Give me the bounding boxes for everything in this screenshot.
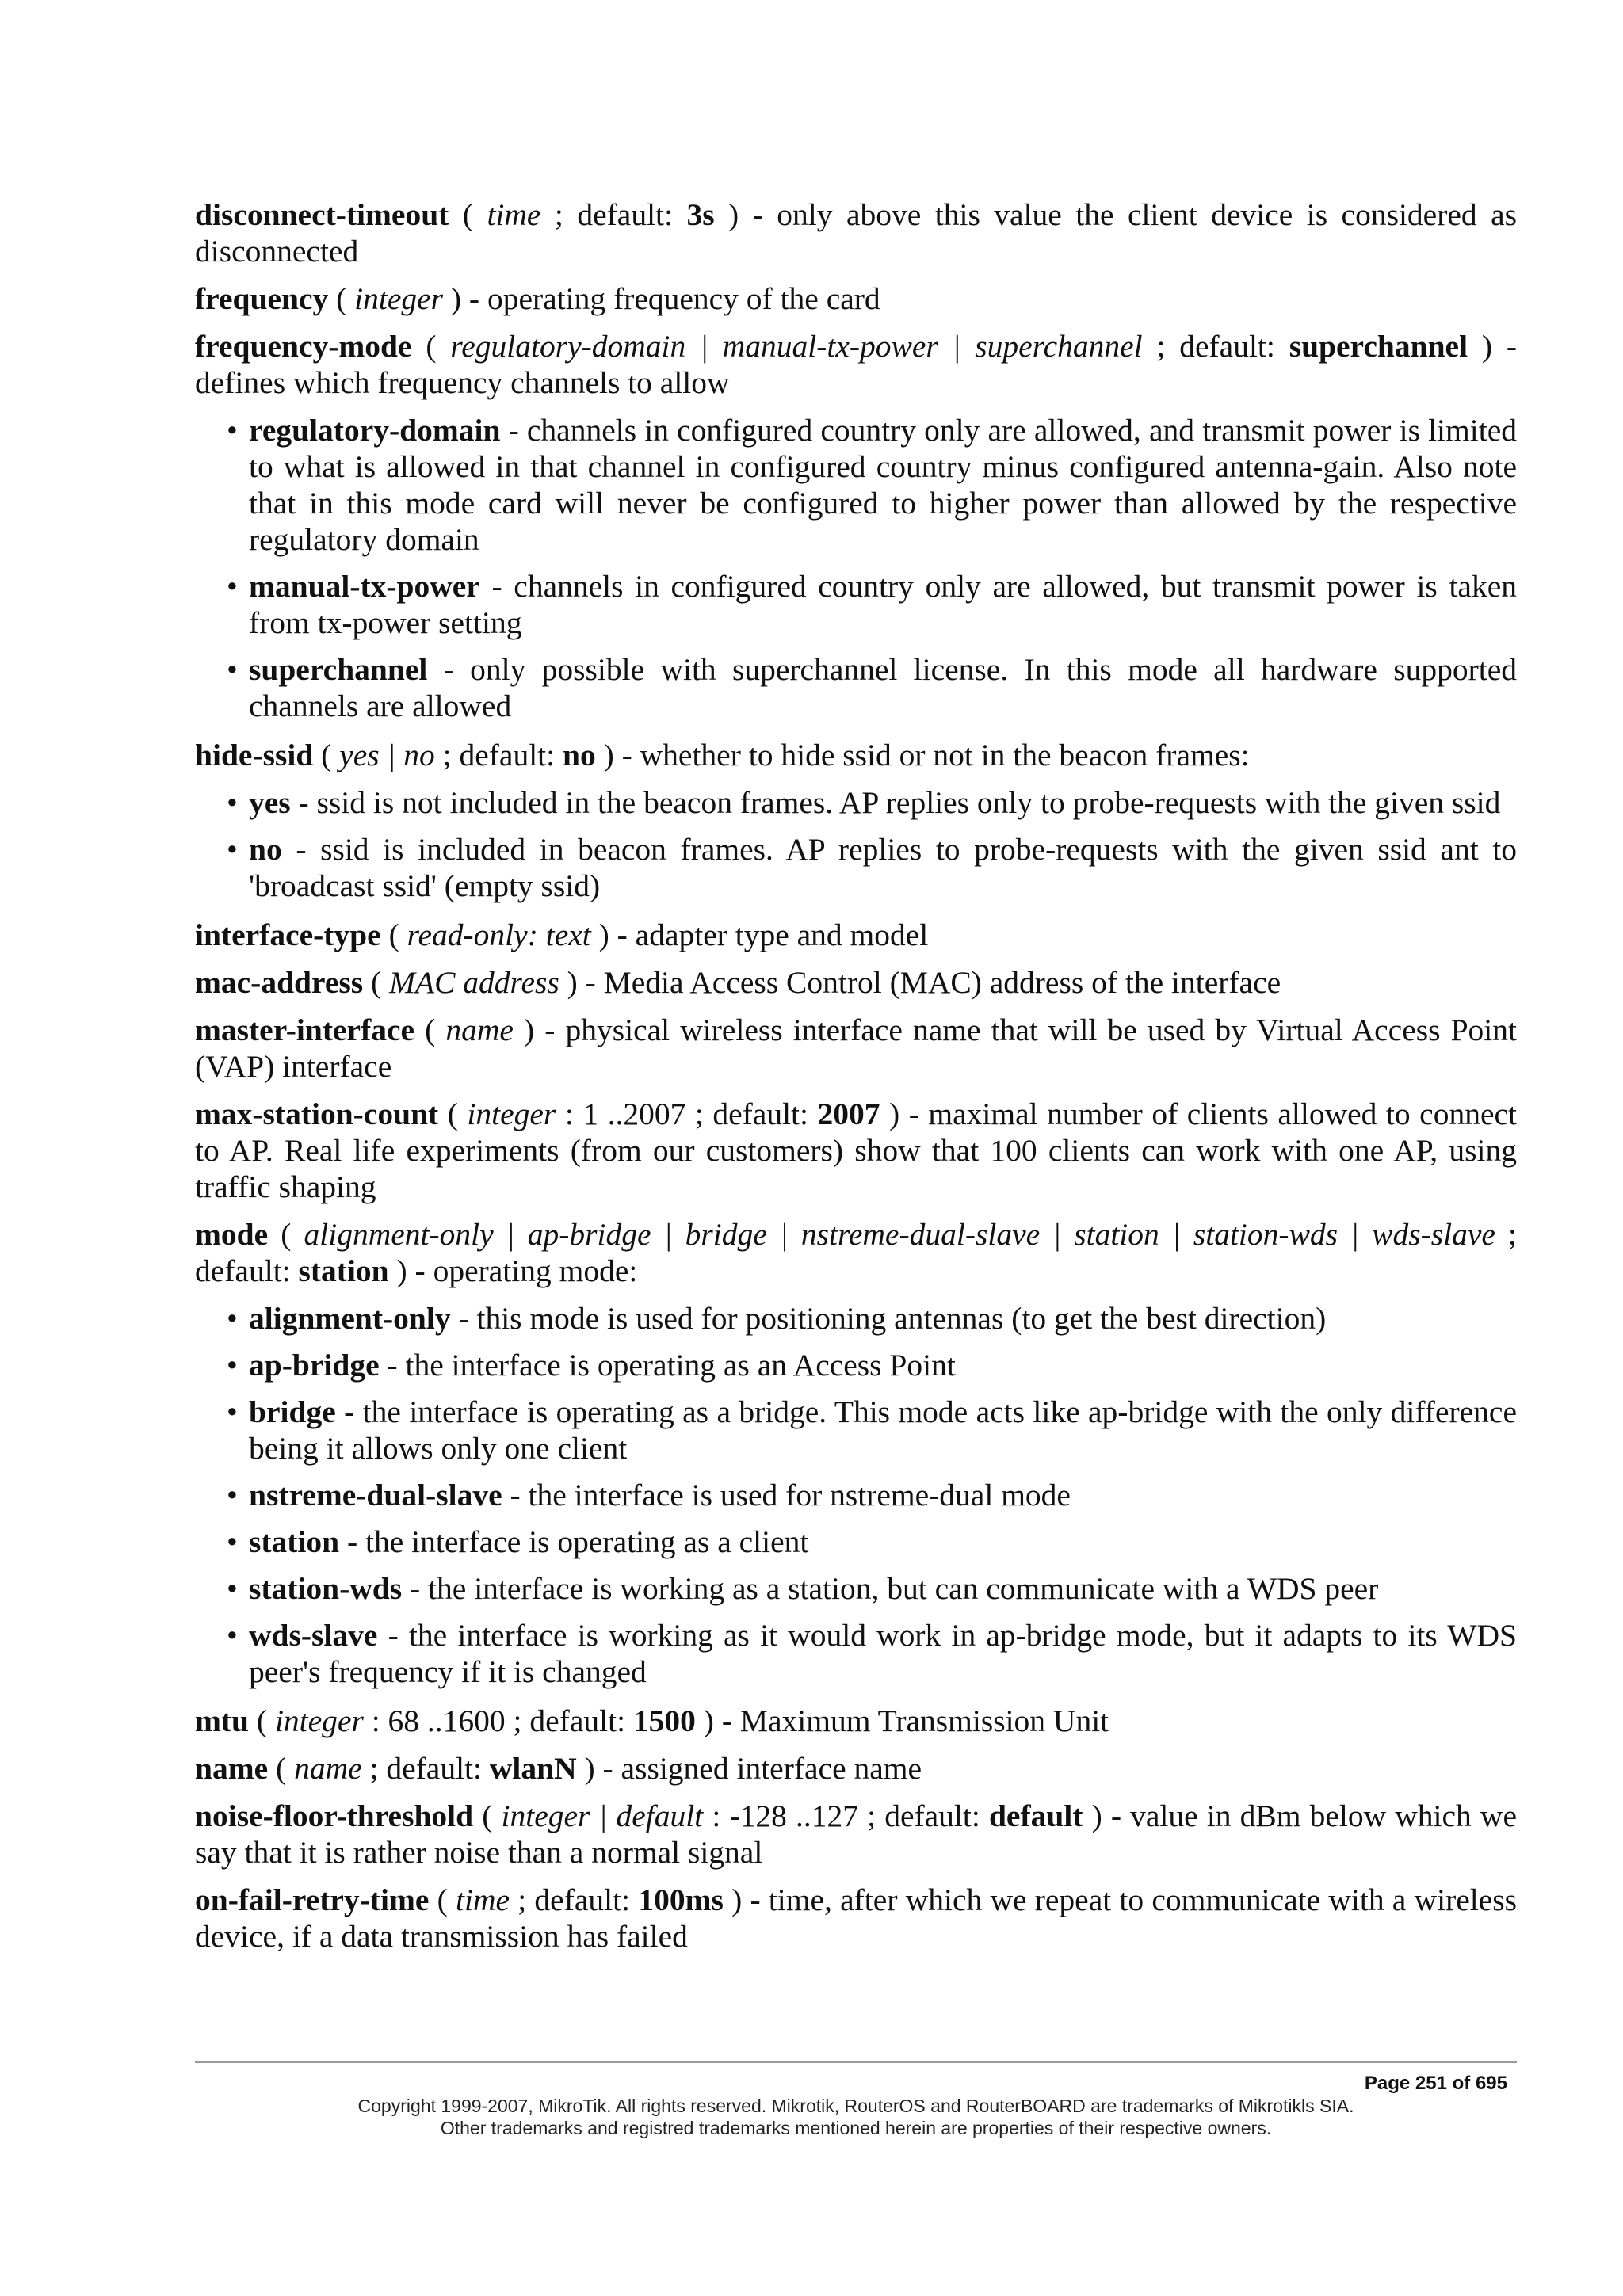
property-entry bbox=[195, 1216, 1517, 1289]
property-name: noise-floor-threshold bbox=[195, 1798, 474, 1833]
description-text: - the interface is operating as an Access Point bbox=[379, 1348, 956, 1383]
property-type: integer bbox=[274, 1703, 364, 1738]
description-text: - the interface is used for nstreme-dual mode bbox=[502, 1478, 1071, 1512]
bold-value: wds-slave bbox=[249, 1618, 378, 1653]
description-text: ; default: bbox=[1142, 329, 1289, 364]
bullet-icon: • bbox=[227, 569, 238, 604]
bold-value: regulatory-domain bbox=[249, 413, 501, 448]
description-text: ) - adapter type and model bbox=[590, 917, 929, 952]
property-entry bbox=[195, 328, 1517, 401]
bold-value: 3s bbox=[686, 197, 715, 232]
bold-value: bridge bbox=[249, 1394, 336, 1429]
description-text: ( bbox=[313, 738, 340, 772]
description-text: ; default: bbox=[361, 1751, 490, 1786]
property-entry bbox=[195, 1750, 1517, 1787]
property-name: max-station-count bbox=[195, 1097, 439, 1131]
value-option-item bbox=[227, 1394, 1517, 1466]
bold-value: ap-bridge bbox=[249, 1348, 380, 1383]
description-text: ) - operating frequency of the card bbox=[443, 281, 880, 316]
bullet-icon: • bbox=[227, 1571, 238, 1606]
bullet-icon: • bbox=[227, 1478, 238, 1512]
property-type: read-only: text bbox=[407, 917, 591, 952]
description-text: - the interface is operating as a client bbox=[339, 1524, 809, 1559]
bold-value: 100ms bbox=[638, 1882, 724, 1917]
copyright-line-1: Copyright 1999-2007, MikroTik. All rights reserved. Mikrotik, RouterOS and RouterBOARD are trademarks of Mikrotikls SIA. bbox=[357, 2096, 1354, 2116]
bold-value: no bbox=[563, 738, 596, 772]
property-name: hide-ssid bbox=[195, 738, 314, 772]
property-type: time bbox=[487, 197, 541, 232]
description-text: : 1 ..2007 ; default: bbox=[556, 1097, 818, 1131]
bullet-icon: • bbox=[227, 1524, 238, 1559]
description-text: ( bbox=[429, 1882, 456, 1917]
bullet-icon: • bbox=[227, 413, 238, 448]
description-text: ) - Media Access Control (MAC) address of the interface bbox=[559, 965, 1281, 1000]
description-text: ; default: bbox=[195, 1217, 1517, 1288]
description-text: ( bbox=[249, 1703, 275, 1738]
description-text: ) - physical wireless interface name that will be used by Virtual Access Point (VAP) interface bbox=[195, 1013, 1517, 1084]
value-options-list bbox=[195, 784, 1517, 904]
description-text: - channels in configured country only are allowed, but transmit power is taken from tx-power setting bbox=[249, 569, 1517, 640]
bold-value: superchannel bbox=[249, 652, 428, 687]
description-text: ( bbox=[414, 1013, 446, 1047]
bold-value: station bbox=[249, 1524, 340, 1559]
description-text: ) - whether to hide ssid or not in the beacon frames: bbox=[595, 738, 1250, 772]
value-option-item bbox=[227, 568, 1517, 641]
description-text: ( bbox=[438, 1097, 468, 1131]
description-text: : 68 ..1600 ; default: bbox=[363, 1703, 633, 1738]
property-entry bbox=[195, 1703, 1517, 1739]
property-type: MAC address bbox=[389, 965, 559, 1000]
property-type: yes | no bbox=[339, 738, 435, 772]
property-type: alignment-only | ap-bridge | bridge | nstreme-dual-slave | station | station-wds | wds-slave bbox=[304, 1217, 1495, 1252]
description-text: ) - assigned interface name bbox=[576, 1751, 922, 1786]
description-text: ) - only above this value the client device is considered as disconnected bbox=[195, 197, 1518, 269]
description-text: ; default: bbox=[510, 1882, 639, 1917]
value-option-item bbox=[227, 1477, 1517, 1513]
property-name: disconnect-timeout bbox=[195, 197, 449, 232]
property-list bbox=[195, 196, 1517, 1966]
description-text: - channels in configured country only are allowed, and transmit power is limited to what is allowed in that channel in configured country minus configured antenna-gain. Also note that in this mode card will never be configured to higher power than allowed by the respective regulatory domain bbox=[249, 413, 1517, 557]
property-name: mode bbox=[195, 1217, 269, 1252]
value-option-item bbox=[227, 1570, 1517, 1607]
description-text: ( bbox=[268, 1751, 295, 1786]
value-option-item bbox=[227, 784, 1517, 821]
property-type: name bbox=[445, 1013, 514, 1047]
property-name: mac-address bbox=[195, 965, 364, 1000]
bold-value: default bbox=[988, 1798, 1083, 1833]
property-name: name bbox=[195, 1751, 269, 1786]
property-type: name bbox=[294, 1751, 362, 1786]
description-text: ) - Maximum Transmission Unit bbox=[695, 1703, 1109, 1738]
property-name: master-interface bbox=[195, 1013, 415, 1047]
property-name: frequency bbox=[195, 281, 329, 316]
bold-value: wlanN bbox=[489, 1751, 577, 1786]
bullet-icon: • bbox=[227, 785, 238, 820]
property-type: regulatory-domain | manual-tx-power | superchannel bbox=[450, 329, 1143, 364]
bullet-icon: • bbox=[227, 652, 238, 687]
value-option-item bbox=[227, 831, 1517, 904]
description-text: ( bbox=[328, 281, 355, 316]
property-name: interface-type bbox=[195, 917, 381, 952]
property-entry bbox=[195, 1882, 1517, 1955]
property-entry bbox=[195, 917, 1517, 953]
description-text: - ssid is included in beacon frames. AP replies to probe-requests with the given ssid ant to 'broadcast ssid' (empty ssid) bbox=[249, 832, 1517, 903]
property-type: integer bbox=[354, 281, 444, 316]
bold-value: station-wds bbox=[249, 1571, 403, 1606]
copyright-line-2: Other trademarks and registred trademarks mentioned herein are properties of their respective owners. bbox=[440, 2118, 1272, 2138]
description-text: ) - time, after which we repeat to communicate with a wireless device, if a data transmission has failed bbox=[195, 1882, 1518, 1954]
property-entry bbox=[195, 280, 1517, 317]
description-text: - the interface is working as it would work in ap-bridge mode, but it adapts to its WDS peer's frequency if it is changed bbox=[249, 1618, 1517, 1689]
value-options-list bbox=[195, 412, 1517, 724]
description-text: ; default: bbox=[434, 738, 563, 772]
property-type: integer | default bbox=[501, 1798, 704, 1833]
property-entry bbox=[195, 1012, 1517, 1085]
bold-value: manual-tx-power bbox=[249, 569, 480, 604]
description-text: - the interface is working as a station, but can communicate with a WDS peer bbox=[402, 1571, 1379, 1606]
description-text: ( bbox=[363, 965, 390, 1000]
description-text: - only possible with superchannel license. In this mode all hardware supported channels are allowed bbox=[249, 652, 1517, 723]
description-text: ( bbox=[449, 197, 487, 232]
property-entry bbox=[195, 1096, 1517, 1205]
property-type: integer bbox=[467, 1097, 556, 1131]
bullet-icon: • bbox=[227, 1394, 238, 1429]
description-text: ) - value in dBm below which we say that it is rather noise than a normal signal bbox=[195, 1798, 1517, 1870]
bold-value: no bbox=[249, 832, 282, 867]
property-name: on-fail-retry-time bbox=[195, 1882, 430, 1917]
bold-value: alignment-only bbox=[249, 1301, 451, 1336]
description-text: ) - operating mode: bbox=[388, 1253, 638, 1288]
description-text: ( bbox=[411, 329, 451, 364]
description-text: - the interface is operating as a bridge. This mode acts like ap-bridge with the only difference being it allows only one client bbox=[249, 1394, 1517, 1466]
bold-value: station bbox=[298, 1253, 389, 1288]
value-option-item bbox=[227, 1300, 1517, 1337]
description-text: ) - maximal number of clients allowed to connect to AP. Real life experiments (from our customers) show that 100 clients can work with one AP, using traffic shaping bbox=[195, 1097, 1517, 1204]
bullet-icon: • bbox=[227, 832, 238, 867]
value-options-list bbox=[195, 1300, 1517, 1690]
bullet-icon: • bbox=[227, 1618, 238, 1653]
property-name: frequency-mode bbox=[195, 329, 412, 364]
bold-value: superchannel bbox=[1289, 329, 1468, 364]
value-option-item bbox=[227, 1617, 1517, 1690]
bullet-icon: • bbox=[227, 1348, 238, 1383]
value-option-item bbox=[227, 1524, 1517, 1560]
property-type: time bbox=[456, 1882, 510, 1917]
property-entry bbox=[195, 196, 1517, 269]
value-option-item bbox=[227, 651, 1517, 724]
bullet-icon: • bbox=[227, 1301, 238, 1336]
description-text: ( bbox=[473, 1798, 502, 1833]
property-entry bbox=[195, 737, 1517, 773]
value-option-item bbox=[227, 412, 1517, 558]
value-option-item bbox=[227, 1347, 1517, 1383]
page-number: Page 251 of 695 bbox=[1364, 2073, 1507, 2094]
copyright-notice bbox=[195, 2095, 1517, 2139]
property-entry bbox=[195, 1798, 1517, 1871]
footer-divider bbox=[195, 2061, 1517, 2063]
bold-value: yes bbox=[249, 785, 291, 820]
bold-value: 2007 bbox=[817, 1097, 880, 1131]
description-text: : -128 ..127 ; default: bbox=[703, 1798, 989, 1833]
description-text: ; default: bbox=[540, 197, 687, 232]
bold-value: 1500 bbox=[632, 1703, 696, 1738]
description-text: - ssid is not included in the beacon frames. AP replies only to probe-requests with the given ssid bbox=[290, 785, 1501, 820]
bold-value: nstreme-dual-slave bbox=[249, 1478, 502, 1512]
description-text: ( bbox=[268, 1217, 304, 1252]
property-entry bbox=[195, 964, 1517, 1001]
description-text: - this mode is used for positioning antennas (to get the best direction) bbox=[450, 1301, 1327, 1336]
description-text: ) - defines which frequency channels to allow bbox=[195, 329, 1517, 400]
property-name: mtu bbox=[195, 1703, 250, 1738]
description-text: ( bbox=[380, 917, 407, 952]
